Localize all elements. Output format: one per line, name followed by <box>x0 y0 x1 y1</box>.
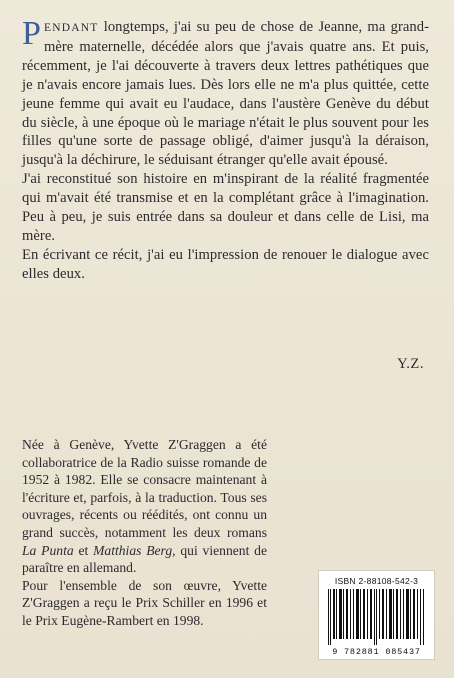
blurb-paragraph-2: J'ai reconstitué son histoire en m'inspirant de la réalité fragmentée qui m'avait été transmise et en la complétant grâce à l'imagination. Peu à peu, je suis entrée dans sa douleur et dans celle de Lisi, ma mère. <box>22 171 429 244</box>
opening-word: ENDANT <box>43 22 99 34</box>
barcode-label <box>318 570 435 660</box>
barcode-icon <box>327 589 427 645</box>
book-title-matthias-berg: Matthias Berg <box>93 542 173 558</box>
blurb-paragraph-1-text: longtemps, j'ai su peu de chose de Jeanne, ma grand-mère maternelle, décédée alors que j'avais quatre ans. Et puis, récemment, je l'ai découverte à travers deux lettres pathétiques que je n'avais encore jamais lues. Dès lors elle ne m'a plus quittée, cette jeune femme qui avait eu l'audace, dans l'austère Genève du début du siècle, à une époque où le mariage n'était le plus souvent pour les filles qu'une sorte de passage obligé, d'aimer jusqu'à la déraison, jusqu'à la déchirure, le séduisant étranger qu'elle avait épousé. <box>22 19 429 169</box>
bio-text-c: , qui viennent de paraître en allemand. <box>22 542 267 576</box>
bio-paragraph-1 <box>22 436 267 577</box>
isbn-number: ISBN 2-88108-542-3 <box>334 576 419 586</box>
bio-paragraph-2: Pour l'ensemble de son œuvre, Yvette Z'Graggen a reçu le Prix Schiller en 1996 et le Prix Eugène-Rambert en 1998. <box>22 577 267 628</box>
book-title-la-punta: La Punta <box>22 542 74 558</box>
author-bio <box>22 436 267 630</box>
bio-text-b: et <box>73 542 94 558</box>
blurb-text <box>22 15 429 284</box>
blurb-paragraph-3: En écrivant ce récit, j'ai eu l'impression de renouer le dialogue avec elles deux. <box>22 246 429 282</box>
author-initials: Y.Z. <box>397 356 424 372</box>
drop-cap: P <box>22 15 41 52</box>
blurb-paragraph-1 <box>22 15 429 170</box>
ean-number: 9 782881 085437 <box>332 647 421 657</box>
bio-text-a: Née à Genève, Yvette Z'Graggen a été collaboratrice de la Radio suisse romande de 1952 à 1982. Elle se consacre maintenant à l'écriture et, parfois, à la traduction. Tous ses ouvrages, récents ou réédités, ont connu un grand succès, notamment les deux romans <box>22 437 267 540</box>
